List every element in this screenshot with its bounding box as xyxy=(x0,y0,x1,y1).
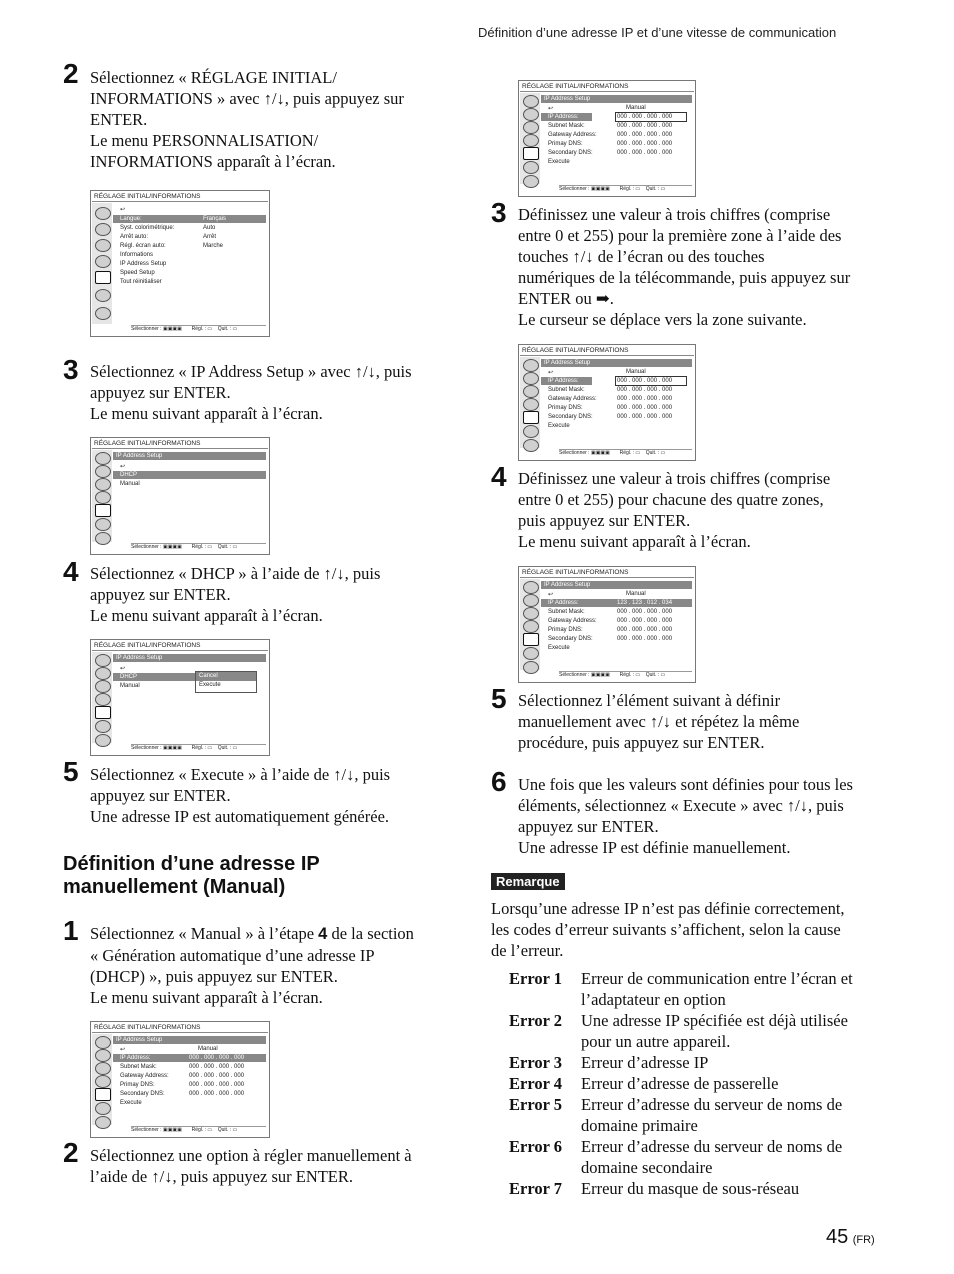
menu-screenshot-cursor-moved: RÉGLAGE INITIAL/INFORMATIONS IP Address Setup ↩ Manual IP Address: 000 . 000 . 000 . 000 Subnet Mask: 000 . 000 . 000 . 000 Gateway Address: 000 . 000 . 000 . 000 Primay DNS: 000 . 000 . 000 . 000 Secondary DNS: 000 . 000 . 000 . 000 Execute Sélectionner : ▣▣▣▣ Régl. : ▭ Quit. : ▭ xyxy=(518,344,696,461)
step-text: Sélectionnez une option à régler manuellement à l’aide de ↑/↓, puis appuyez sur ENTER. xyxy=(90,1146,412,1186)
menu-screenshot-dhcp-popup: RÉGLAGE INITIAL/INFORMATIONS IP Address Setup ↩ DHCP Manual Cancel Execute Sélectionner : ▣▣▣▣ Régl. : ▭ Quit. : ▭ xyxy=(90,639,270,756)
page-number: 45 (FR) xyxy=(826,1226,875,1248)
step-number: 4 xyxy=(63,556,79,587)
step-text: Sélectionnez « DHCP » à l’aide de ↑/↓, puis appuyez sur ENTER. Le menu suivant apparaît à l’écran. xyxy=(90,564,381,625)
error-list xyxy=(509,968,853,1199)
step-number: 4 xyxy=(491,461,507,492)
step-text: Définissez une valeur à trois chiffres (comprise entre 0 et 255) pour la première zone à l’aide des touches ↑/↓ de l’écran ou des touches numériques de la télécommande, puis appuyez sur ENTER ou ➡. Le curseur se déplace vers la zone suivante. xyxy=(518,205,851,329)
step-number: 2 xyxy=(63,1137,79,1168)
section-title: Définition d’une adresse IP manuellement (Manual) xyxy=(63,853,320,898)
menu-screenshot-ip-entry: RÉGLAGE INITIAL/INFORMATIONS IP Address Setup ↩ Manual IP Address: 000 . 000 . 000 . 000 Subnet Mask: 000 . 000 . 000 . 000 Gateway Address: 000 . 000 . 000 . 000 Primay DNS: 000 . 000 . 000 . 000 Secondary DNS: 000 . 000 . 000 . 000 Execute Sélectionner : ▣▣▣▣ Régl. : ▭ Quit. : ▭ xyxy=(518,80,696,197)
step-number: 5 xyxy=(491,683,507,714)
error-item: Error 6 Erreur d’adresse du serveur de noms de domaine secondaire xyxy=(509,1137,843,1177)
step-text: Sélectionnez « Manual » à l’étape 4 de la section « Génération automatique d’une adresse IP (DHCP) », puis appuyez sur ENTER. Le menu suivant apparaît à l’écran. xyxy=(90,924,414,1007)
menu-screenshot-manual: RÉGLAGE INITIAL/INFORMATIONS IP Address Setup ↩ Manual IP Address: 000 . 000 . 000 . 000 Subnet Mask: 000 . 000 . 000 . 000 Gateway Address: 000 . 000 . 000 . 000 Primay DNS: 000 . 000 . 000 . 000 Secondary DNS: 000 . 000 . 000 . 000 Execute Sélectionner : ▣▣▣▣ Régl. : ▭ Quit. : ▭ xyxy=(90,1021,270,1138)
running-header: Définition d’une adresse IP et d’une vitesse de communication xyxy=(478,25,837,40)
error-item: Error 5 Erreur d’adresse du serveur de noms de domaine primaire xyxy=(509,1095,843,1135)
error-item: Error 1 Erreur de communication entre l’écran et l’adaptateur en option xyxy=(509,969,853,1009)
error-item: Error 2 Une adresse IP spécifiée est déjà utilisée pour un autre appareil. xyxy=(509,1011,848,1051)
step-text: Définissez une valeur à trois chiffres (comprise entre 0 et 255) pour chacune des quatre zones, puis appuyez sur ENTER. Le menu suivant apparaît à l’écran. xyxy=(518,469,831,551)
error-item: Error 4 Erreur d’adresse de passerelle xyxy=(509,1074,779,1093)
step-text: Sélectionnez « IP Address Setup » avec ↑/↓, puis appuyez sur ENTER. Le menu suivant apparaît à l’écran. xyxy=(90,362,412,423)
step-text: Sélectionnez « Execute » à l’aide de ↑/↓, puis appuyez sur ENTER. Une adresse IP est automatiquement générée. xyxy=(90,765,391,826)
error-item: Error 3 Erreur d’adresse IP xyxy=(509,1053,709,1072)
step-number: 6 xyxy=(491,766,507,797)
step-text: Sélectionnez « RÉGLAGE INITIAL/ INFORMATIONS » avec ↑/↓, puis appuyez sur ENTER. Le menu PERSONNALISATION/ INFORMATIONS apparaît à l’écran. xyxy=(90,68,404,171)
step-number: 3 xyxy=(491,197,507,228)
menu-screenshot-initial: RÉGLAGE INITIAL/INFORMATIONS ↩ Langue: Français Syst. colorimétrique: Auto Arrêt auto: Arrêt Régl. écran auto: Marche Informations IP Address Setup Speed Setup Tout réinitialiser Sélectionner : ▣▣▣▣ Régl. : ▭ Quit. : ▭ xyxy=(90,190,270,337)
step-number: 2 xyxy=(63,58,79,89)
step-number: 5 xyxy=(63,756,79,787)
step-number: 3 xyxy=(63,354,79,385)
menu-screenshot-ip-setup: RÉGLAGE INITIAL/INFORMATIONS IP Address Setup ↩ DHCP Manual Sélectionner : ▣▣▣▣ Régl. : ▭ Quit. : ▭ xyxy=(90,437,270,555)
error-item: Error 7 Erreur du masque de sous-réseau xyxy=(509,1179,800,1198)
step-number: 1 xyxy=(63,915,79,946)
step-text: Sélectionnez l’élément suivant à définir manuellement avec ↑/↓ et répétez la même procédure, puis appuyez sur ENTER. xyxy=(518,691,800,752)
note-text: Lorsqu’une adresse IP n’est pas définie correctement, les codes d’erreur suivants s’affichent, selon la cause de l’erreur. xyxy=(491,899,845,960)
step-text: Une fois que les valeurs sont définies pour tous les éléments, sélectionnez « Execute » avec ↑/↓, puis appuyez sur ENTER. Une adresse IP est définie manuellement. xyxy=(518,775,853,857)
remarque-label: Remarque xyxy=(491,873,565,890)
menu-screenshot-ip-set: RÉGLAGE INITIAL/INFORMATIONS IP Address Setup ↩ Manual IP Address: 123 . 123 . 012 . 034 Subnet Mask: 000 . 000 . 000 . 000 Gateway Address: 000 . 000 . 000 . 000 Primay DNS: 000 . 000 . 000 . 000 Secondary DNS: 000 . 000 . 000 . 000 Execute Sélectionner : ▣▣▣▣ Régl. : ▭ Quit. : ▭ xyxy=(518,566,696,683)
